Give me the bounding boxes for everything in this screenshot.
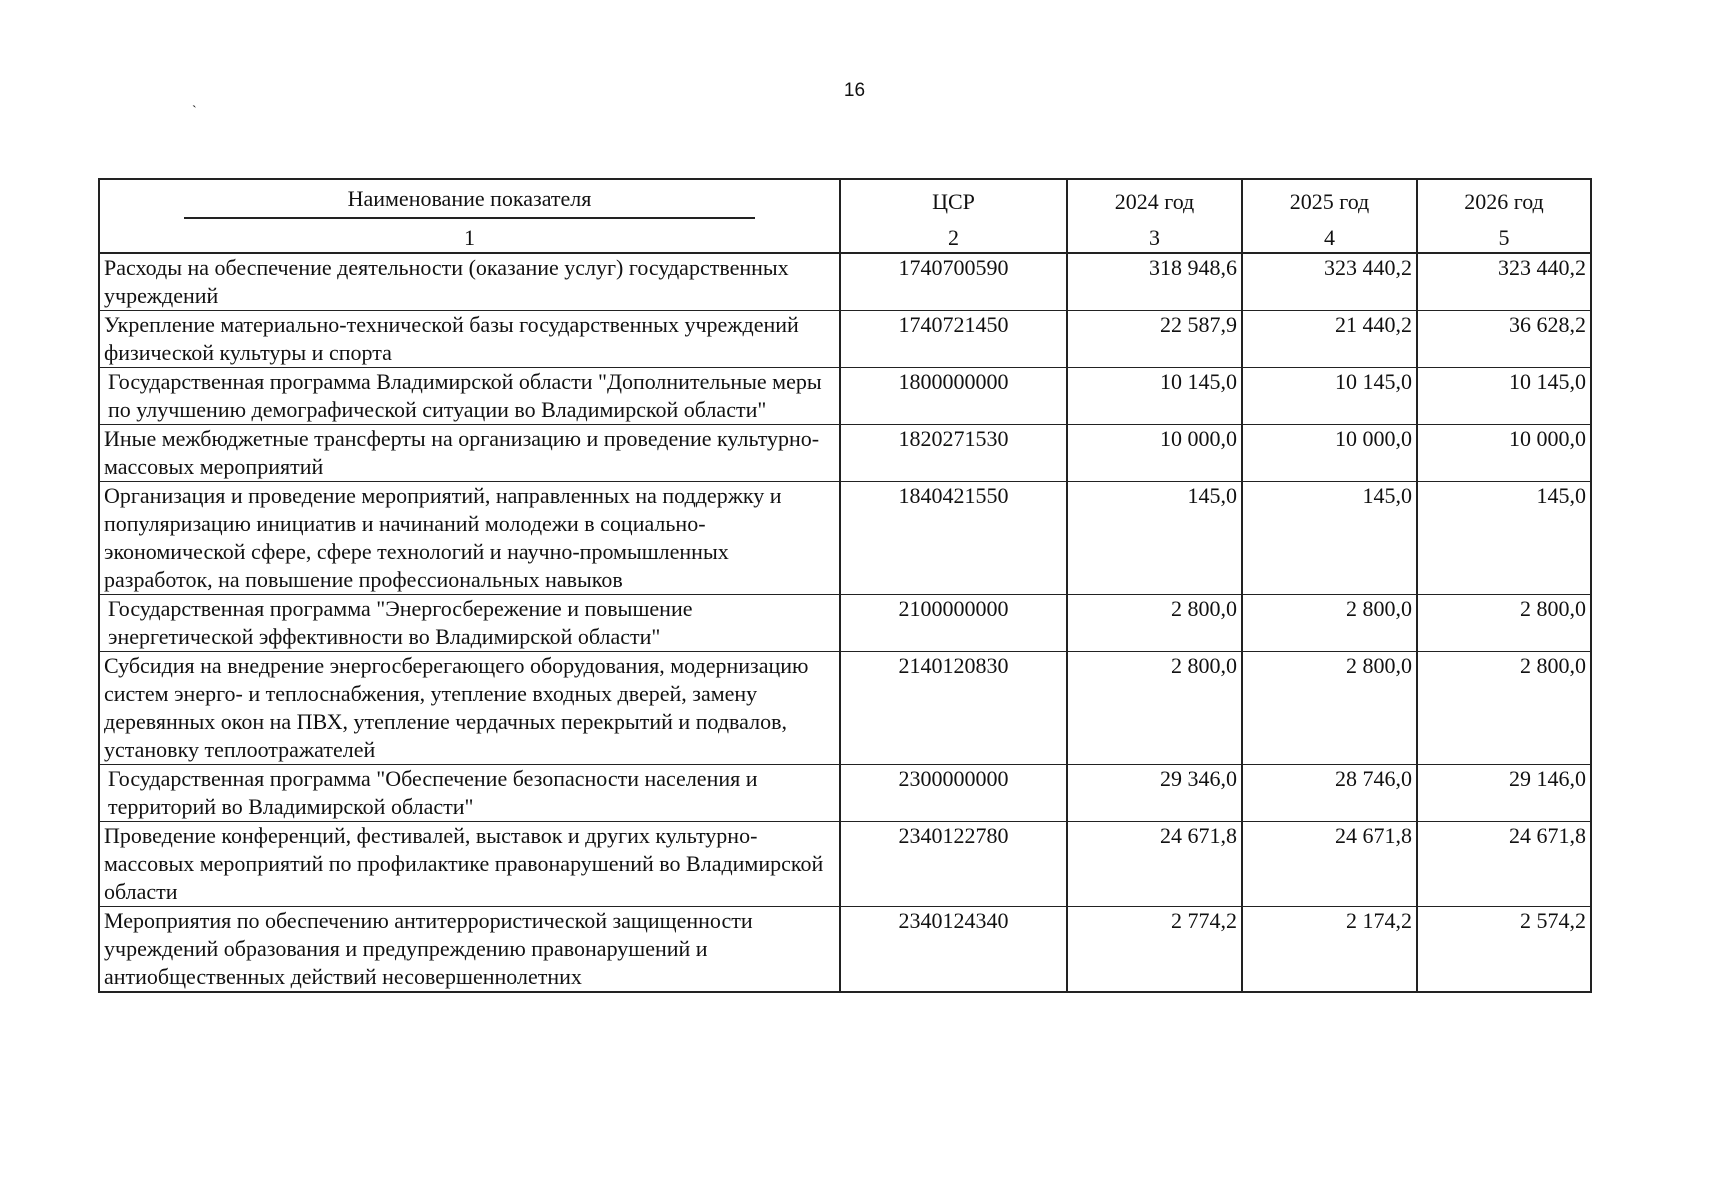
row-value-2026: 10 145,0 bbox=[1417, 368, 1591, 425]
row-value-2024: 10 000,0 bbox=[1067, 425, 1242, 482]
table-row bbox=[99, 425, 1591, 482]
row-value-2026: 145,0 bbox=[1417, 482, 1591, 595]
row-value-2024: 10 145,0 bbox=[1067, 368, 1242, 425]
row-value-2026: 323 440,2 bbox=[1417, 253, 1591, 311]
row-value-2025: 2 800,0 bbox=[1242, 595, 1417, 652]
row-value-2025: 24 671,8 bbox=[1242, 822, 1417, 907]
row-csr-code: 1820271530 bbox=[840, 425, 1067, 482]
table-row bbox=[99, 482, 1591, 595]
row-value-2026: 10 000,0 bbox=[1417, 425, 1591, 482]
table-row bbox=[99, 311, 1591, 368]
table-row bbox=[99, 822, 1591, 907]
row-csr-code: 1740721450 bbox=[840, 311, 1067, 368]
row-value-2024: 2 774,2 bbox=[1067, 907, 1242, 993]
row-value-2026: 36 628,2 bbox=[1417, 311, 1591, 368]
row-value-2025: 10 000,0 bbox=[1242, 425, 1417, 482]
column-number-3: 3 bbox=[1067, 224, 1242, 253]
row-value-2024: 2 800,0 bbox=[1067, 595, 1242, 652]
row-value-2024: 22 587,9 bbox=[1067, 311, 1242, 368]
budget-table bbox=[98, 178, 1592, 993]
row-name: Государственная программа "Энергосбережение и повышение энергетической эффективности во Владимирской области" bbox=[99, 595, 840, 652]
table-row bbox=[99, 765, 1591, 822]
table-row bbox=[99, 907, 1591, 993]
row-value-2025: 2 800,0 bbox=[1242, 652, 1417, 765]
row-csr-code: 2340124340 bbox=[840, 907, 1067, 993]
row-csr-code: 2100000000 bbox=[840, 595, 1067, 652]
row-name: Государственная программа "Обеспечение безопасности населения и территорий во Владимирской области" bbox=[99, 765, 840, 822]
row-name: Иные межбюджетные трансферты на организацию и проведение культурно-массовых мероприятий bbox=[99, 425, 840, 482]
row-csr-code: 2340122780 bbox=[840, 822, 1067, 907]
row-value-2024: 2 800,0 bbox=[1067, 652, 1242, 765]
header-csr: ЦСР bbox=[840, 179, 1067, 224]
header-2026: 2026 год bbox=[1417, 179, 1591, 224]
row-csr-code: 2140120830 bbox=[840, 652, 1067, 765]
row-value-2024: 24 671,8 bbox=[1067, 822, 1242, 907]
row-value-2024: 145,0 bbox=[1067, 482, 1242, 595]
column-number-2: 2 bbox=[840, 224, 1067, 253]
row-value-2024: 318 948,6 bbox=[1067, 253, 1242, 311]
column-number-4: 4 bbox=[1242, 224, 1417, 253]
row-name: Проведение конференций, фестивалей, выставок и других культурно-массовых мероприятий по профилактике правонарушений во Владимирской области bbox=[99, 822, 840, 907]
row-csr-code: 1840421550 bbox=[840, 482, 1067, 595]
row-value-2025: 28 746,0 bbox=[1242, 765, 1417, 822]
column-number-1: 1 bbox=[99, 224, 840, 253]
header-2025: 2025 год bbox=[1242, 179, 1417, 224]
row-name: Государственная программа Владимирской области "Дополнительные меры по улучшению демографической ситуации во Владимирской области" bbox=[99, 368, 840, 425]
column-number-row bbox=[99, 224, 1591, 253]
row-name: Укрепление материально-технической базы государственных учреждений физической культуры и спорта bbox=[99, 311, 840, 368]
row-value-2026: 2 574,2 bbox=[1417, 907, 1591, 993]
row-value-2026: 2 800,0 bbox=[1417, 595, 1591, 652]
table-row bbox=[99, 253, 1591, 311]
row-name: Субсидия на внедрение энергосберегающего оборудования, модернизацию систем энерго- и теплоснабжения, утепление входных дверей, замену деревянных окон на ПВХ, утепление чердачных перекрытий и подвалов, установку теплоотражателей bbox=[99, 652, 840, 765]
header-indicator-name: Наименование показателя bbox=[99, 179, 840, 224]
row-value-2025: 2 174,2 bbox=[1242, 907, 1417, 993]
row-value-2026: 2 800,0 bbox=[1417, 652, 1591, 765]
row-value-2024: 29 346,0 bbox=[1067, 765, 1242, 822]
row-value-2025: 10 145,0 bbox=[1242, 368, 1417, 425]
column-number-5: 5 bbox=[1417, 224, 1591, 253]
table-row bbox=[99, 368, 1591, 425]
header-2024: 2024 год bbox=[1067, 179, 1242, 224]
table-row bbox=[99, 595, 1591, 652]
table-header-row bbox=[99, 179, 1591, 224]
row-name: Расходы на обеспечение деятельности (оказание услуг) государственных учреждений bbox=[99, 253, 840, 311]
page-number: 16 bbox=[843, 80, 866, 101]
row-value-2025: 21 440,2 bbox=[1242, 311, 1417, 368]
row-name: Организация и проведение мероприятий, направленных на поддержку и популяризацию инициатив и начинаний молодежи в социально-экономической сфере, сфере технологий и научно-промышленных разработок, на повышение профессиональных навыков bbox=[99, 482, 840, 595]
row-value-2025: 145,0 bbox=[1242, 482, 1417, 595]
row-value-2025: 323 440,2 bbox=[1242, 253, 1417, 311]
row-value-2026: 24 671,8 bbox=[1417, 822, 1591, 907]
row-value-2026: 29 146,0 bbox=[1417, 765, 1591, 822]
row-csr-code: 1740700590 bbox=[840, 253, 1067, 311]
scan-speck: ` bbox=[192, 104, 197, 119]
row-csr-code: 2300000000 bbox=[840, 765, 1067, 822]
table-row bbox=[99, 652, 1591, 765]
row-csr-code: 1800000000 bbox=[840, 368, 1067, 425]
row-name: Мероприятия по обеспечению антитеррористической защищенности учреждений образования и предупреждению правонарушений и антиобщественных действий несовершеннолетних bbox=[99, 907, 840, 993]
